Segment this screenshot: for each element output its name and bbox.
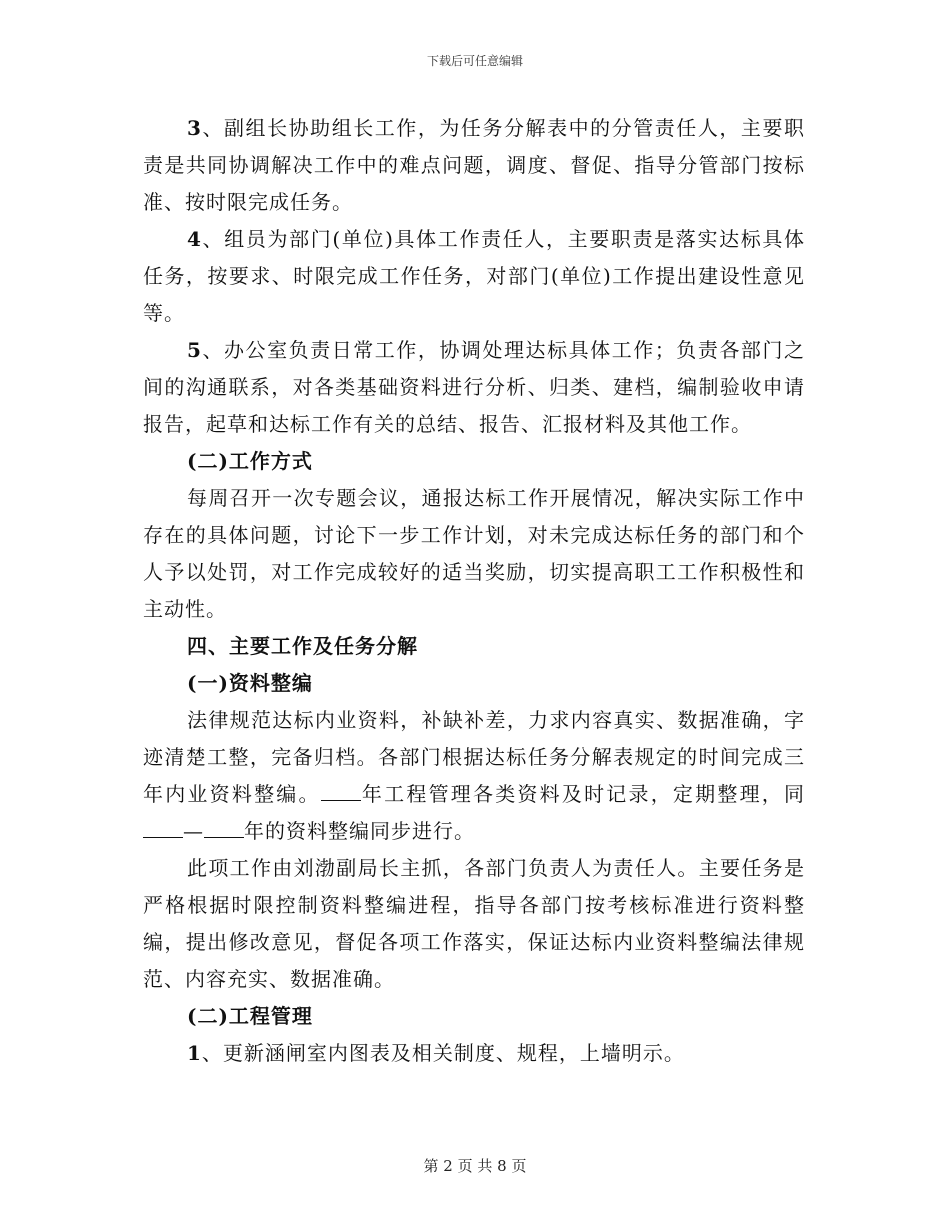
item-number-3: 3 bbox=[187, 116, 202, 140]
paragraph-work-method: 每周召开一次专题会议，通报达标工作开展情况，解决实际工作中存在的具体问题，讨论下一步工作计划，对未完成达标任务的部门和个人予以处罚，对工作完成较好的适当奖励，切实提高职工工作积极性和主动性。 bbox=[143, 486, 805, 621]
year-range-dash: — bbox=[183, 819, 204, 843]
item-number-4: 4 bbox=[187, 227, 202, 251]
heading-data-compilation: (一)资料整编 bbox=[187, 671, 313, 695]
document-body bbox=[143, 110, 805, 1072]
paragraph-data-compilation bbox=[143, 702, 805, 850]
heading-work-method: (二)工作方式 bbox=[187, 449, 313, 473]
paragraph-item-4 bbox=[143, 221, 805, 332]
end-year-blank bbox=[204, 817, 244, 838]
data-compilation-text-b: 年工程管理各类资料及时记录，定期整理，同 bbox=[360, 782, 806, 806]
item-number-1: 1 bbox=[187, 1041, 202, 1065]
item-number-5: 5 bbox=[187, 338, 202, 362]
item-text-4: 、组员为部门(单位)具体工作责任人，主要职责是落实达标具体任务，按要求、时限完成工作任务，对部门(单位)工作提出建设性意见等。 bbox=[143, 227, 805, 325]
data-compilation-text-d: 年的资料整编同步进行。 bbox=[244, 819, 475, 843]
page-number-footer: 第 2 页 共 8 页 bbox=[423, 1157, 527, 1175]
start-year-blank bbox=[143, 817, 183, 838]
paragraph-item-5 bbox=[143, 332, 805, 443]
item-text-5: 、办公室负责日常工作，协调处理达标具体工作；负责各部门之间的沟通联系，对各类基础资料进行分析、归类、建档，编制验收申请报告，起草和达标工作有关的总结、报告、汇报材料及其他工作。 bbox=[143, 338, 805, 436]
paragraph-item-1 bbox=[143, 1035, 805, 1072]
year-blank bbox=[321, 780, 361, 801]
paragraph-responsibility: 此项工作由刘渤副局长主抓，各部门负责人为责任人。主要任务是严格根据时限控制资料整编进程，指导各部门按考核标准进行资料整编，提出修改意见，督促各项工作落实，保证达标内业资料整编法律规范、内容充实、数据准确。 bbox=[143, 856, 805, 991]
paragraph-item-3 bbox=[143, 110, 805, 221]
data-compilation-text-a: 法律规范达标内业资料，补缺补差，力求内容真实、数据准确，字迹清楚工整，完备归档。各部门根据达标任务分解表规定的时间完成三年内业资料整编。 bbox=[143, 708, 805, 806]
page-header-note: 下载后可任意编辑 bbox=[426, 54, 523, 68]
heading-engineering-management: (二)工程管理 bbox=[187, 1004, 313, 1028]
heading-section-four: 四、主要工作及任务分解 bbox=[187, 634, 418, 658]
item-text-3: 、副组长协助组长工作，为任务分解表中的分管责任人，主要职责是共同协调解决工作中的难点问题，调度、督促、指导分管部门按标准、按时限完成任务。 bbox=[143, 116, 805, 214]
item-text-1: 、更新涵闸室内图表及相关制度、规程，上墙明示。 bbox=[201, 1041, 685, 1065]
